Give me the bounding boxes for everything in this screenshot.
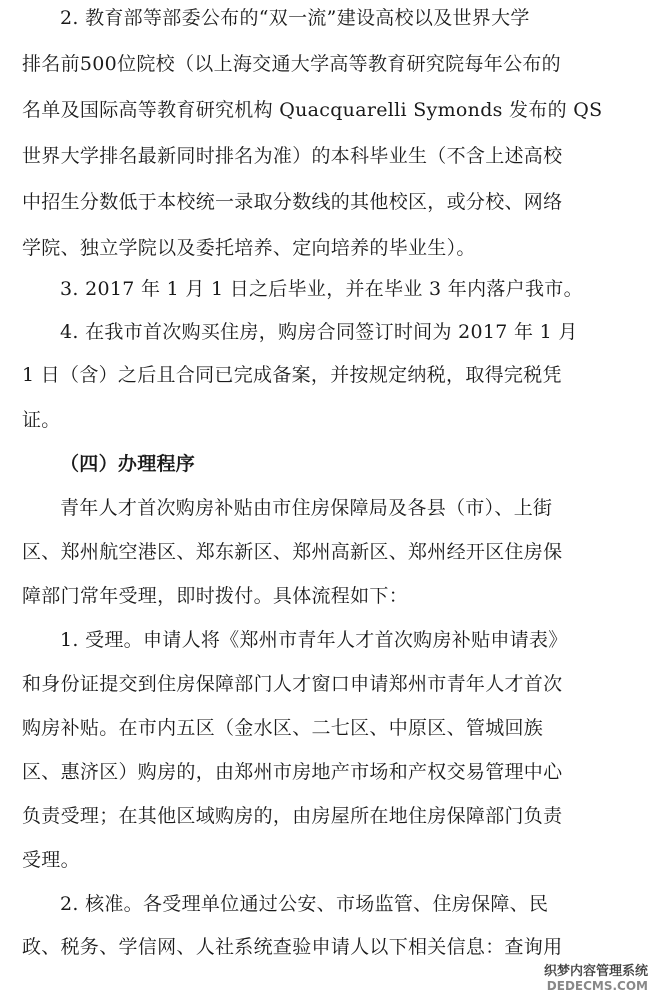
paragraph-line: 4. 在我市首次购买住房，购房合同签订时间为 2017 年 1 月 [60, 321, 578, 343]
paragraph-line: 学院、独立学院以及委托培养、定向培养的毕业生）。 [22, 237, 476, 259]
watermark [541, 959, 651, 994]
paragraph-line: 1. 受理。申请人将《郑州市青年人才首次购房补贴申请表》 [60, 629, 568, 651]
watermark-name: 织梦内容管理系统 [543, 964, 648, 979]
paragraph-line: 区、惠济区）购房的，由郑州市房地产市场和产权交易管理中心 [22, 761, 563, 783]
section-heading: （四）办理程序 [60, 453, 196, 475]
paragraph-line: 3. 2017 年 1 月 1 日之后毕业，并在毕业 3 年内落户我市。 [60, 278, 583, 300]
paragraph-line: 受理。 [22, 849, 80, 871]
paragraph-line: 1 日（含）之后且合同已完成备案，并按规定纳税，取得完税凭 [22, 364, 562, 386]
paragraph-line: 名单及国际高等教育研究机构 Quacquarelli Symonds 发布的 QS [22, 99, 603, 121]
paragraph-line: 世界大学排名最新同时排名为准）的本科毕业生（不含上述高校 [22, 145, 563, 167]
watermark-url: DEDECMS.COM [546, 979, 648, 993]
paragraph-line: 障部门常年受理，即时拨付。具体流程如下： [22, 585, 409, 607]
paragraph-line: 2. 教育部等部委公布的“双一流”建设高校以及世界大学 [60, 7, 530, 29]
paragraph-line: 证。 [22, 409, 61, 431]
paragraph-line: 排名前500位院校（以上海交通大学高等教育研究院每年公布的 [22, 53, 561, 75]
paragraph-line: 中招生分数低于本校统一录取分数线的其他校区，或分校、网络 [22, 191, 563, 213]
paragraph-line: 和身份证提交到住房保障部门人才窗口申请郑州市青年人才首次 [22, 673, 563, 695]
paragraph-line: 负责受理；在其他区域购房的，由房屋所在地住房保障部门负责 [22, 805, 563, 827]
paragraph-line: 2. 核准。各受理单位通过公安、市场监管、住房保障、民 [60, 893, 549, 915]
paragraph-line: 青年人才首次购房补贴由市住房保障局及各县（市）、上街 [60, 497, 553, 519]
paragraph-line: 区、郑州航空港区、郑东新区、郑州高新区、郑州经开区住房保 [22, 541, 563, 563]
paragraph-line: 购房补贴。在市内五区（金水区、二七区、中原区、管城回族 [22, 717, 544, 739]
paragraph-line: 政、税务、学信网、人社系统查验申请人以下相关信息：查询用 [22, 936, 563, 958]
